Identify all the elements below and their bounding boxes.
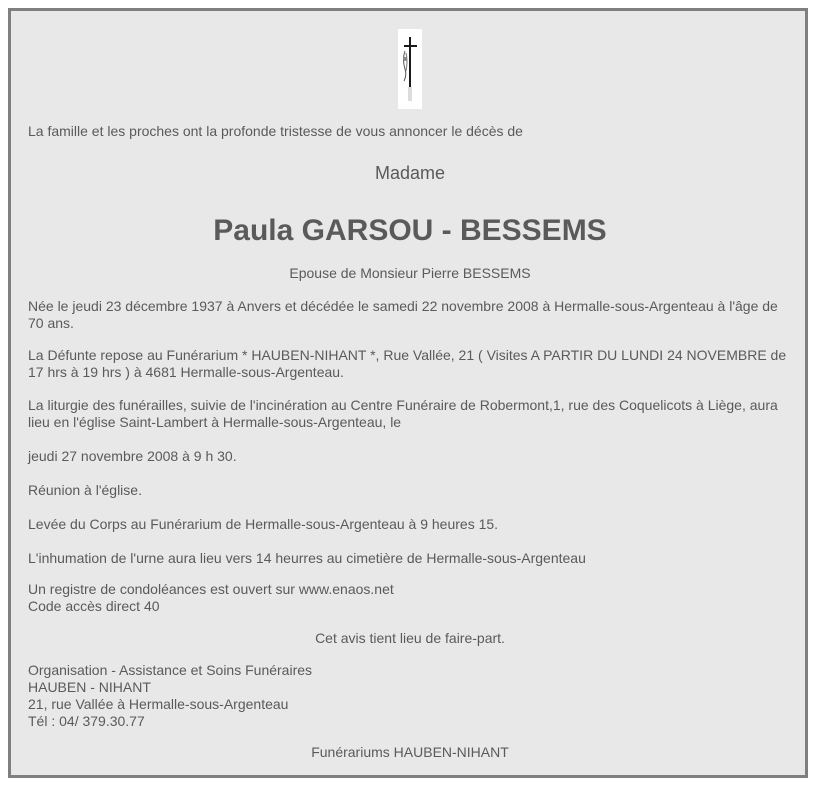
registry-line-2: Code accès direct 40 [28,598,160,614]
intro-text: La famille et les proches ont la profonde tristesse de vous annoncer le décès de [28,123,523,139]
meeting-text: Réunion à l'église. [28,482,142,498]
notice-text: Cet avis tient lieu de faire-part. [315,630,505,646]
birth-death-text: Née le jeudi 23 décembre 1937 à Anvers et décédée le samedi 22 novembre 2008 à Hermalle-sous-Argenteau à l'âge de 70 ans. [28,298,778,331]
notice-frame [8,8,808,778]
repose-text: La Défunte repose au Funérarium * HAUBEN-NIHANT *, Rue Vallée, 21 ( Visites A PARTIR DU LUNDI 24 NOVEMBRE de 17 hrs à 19 hrs ) à 4681 Hermalle-sous-Argenteau. [28,347,787,380]
honorific: Madame [374,163,446,183]
inhumation-text: L'inhumation de l'urne aura lieu vers 14 heurres au cimetière de Hermalle-sous-Argenteau [28,550,586,566]
ceremony-date: jeudi 27 novembre 2008 à 9 h 30. [28,448,237,464]
organisation-line-4: Tél : 04/ 379.30.77 [28,713,145,729]
registry-line-1: Un registre de condoléances est ouvert sur www.enaos.net [28,581,394,597]
deceased-name: Paula GARSOU - BESSEMS [213,214,607,247]
cross-image [398,29,422,109]
organisation-line-3: 21, rue Vallée à Hermalle-sous-Argenteau [28,696,289,712]
organisation-line-2: HAUBEN - NIHANT [28,679,151,695]
organisation-line-1: Organisation - Assistance et Soins Funéraires [28,662,313,678]
footer-text: Funérariums HAUBEN-NIHANT [311,744,509,760]
spouse-text: Epouse de Monsieur Pierre BESSEMS [289,265,531,281]
liturgy-text: La liturgie des funérailles, suivie de l'incinération au Centre Funéraire de Robermont,1, rue des Coquelicots à Liège, aura lieu en l'église Saint-Lambert à Hermalle-sous-Argenteau, le [28,397,778,430]
levee-text: Levée du Corps au Funérarium de Hermalle-sous-Argenteau à 9 heures 15. [28,516,499,532]
cross-icon [403,37,417,101]
